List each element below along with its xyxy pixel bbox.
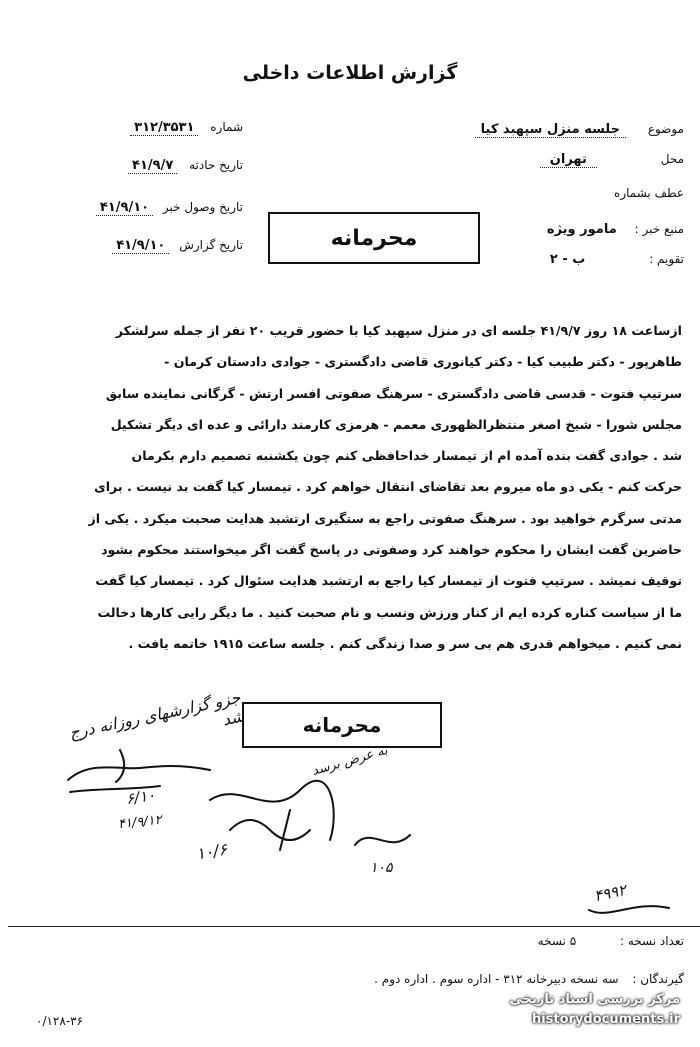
recipients-value: سه نسخه دبیرخانه ۳۱۲ - اداره سوم . اداره دوم . <box>374 972 619 986</box>
receipt-date-label: تاریخ وصول خبر <box>162 200 243 214</box>
classification-stamp-top: محرمانه <box>268 212 480 264</box>
receipt-date-row <box>20 200 243 216</box>
subject-value: جلسه منزل سپهبد کیا <box>475 122 626 138</box>
signature-scribble-small <box>350 820 420 860</box>
body-line: حاضرین گفت ایشان را محکوم خواهند کرد وصفوتی در پاسخ گفت اگر میخواستند محکوم بشود <box>101 542 682 558</box>
body-line: سرتیپ فتوت - قدسی قاضی دادگستری - سرهنگ صفوتی افسر ارتش - گرگانی نماینده سابق <box>105 385 682 401</box>
body-line: شد . جوادی گفت بنده آمده ام از تیمسار خداحافظی کنم چون یکشنبه تصمیم دارم بکرمان <box>131 448 682 464</box>
place-value: تهران <box>540 152 597 168</box>
body-line: ازساعت ۱۸ روز ۴۱/۹/۷ جلسه ای در منزل سپهبد کیا با حضور قریب ۲۰ نفر از جمله سرلشکر <box>115 323 682 338</box>
body-line: حرکت کنم - یکی دو ماه میروم بعد تقاضای انتقال خواهم کرد . تیمسار کیا گفت بد نیست . برای <box>94 479 682 495</box>
source-value: مامور ویژه <box>546 222 617 237</box>
evaluation-value: ب - ۲ <box>549 252 586 267</box>
place-row <box>384 152 684 168</box>
number-value: ۳۱۲/۳۵۳۱ <box>130 120 198 136</box>
number-label: شماره <box>210 120 243 134</box>
recipients-row <box>214 972 684 986</box>
receipt-date-value: ۴۱/۹/۱۰ <box>96 200 153 216</box>
body-line: نمی کنیم . میخواهم قدری هم بی سر و صدا زندگی کنم . جلسه ساعت ۱۹۱۵ خاتمه یافت . <box>128 635 682 651</box>
body-line: مجلس شورا - شیخ اصغر منتظرالظهوری معمم - هرمزی کارمند دارائی و عده ای دیگر تشکیل <box>110 416 682 432</box>
signature-scribble-left <box>60 740 220 810</box>
evaluation-label: تقویم : <box>649 252 684 266</box>
handwritten-date-3: ۱۰/۶ <box>194 839 229 864</box>
handwritten-number: ۱۰۵ <box>370 860 393 876</box>
report-date-value: ۴۱/۹/۱۰ <box>112 238 169 254</box>
classification-stamp-bottom: محرمانه <box>242 702 442 748</box>
reference-row <box>384 186 684 200</box>
handwritten-date-2: ۴۱/۹/۱۲ <box>117 812 163 833</box>
handwritten-margin-number: ۴۹۹۲ <box>592 880 628 906</box>
document-code: ۰/۱۲۸-۳۶ <box>36 1014 84 1028</box>
number-row <box>28 120 243 136</box>
reference-label: عطف بشماره <box>614 186 684 200</box>
report-date-label: تاریخ گزارش <box>179 238 243 252</box>
body-line: طاهرپور - دکتر طبیب کیا - دکتر کیانوری قاضی دادگستری - جوادی دادستان کرمان - <box>164 354 682 370</box>
footer-divider <box>8 926 700 927</box>
report-title: گزارش اطلاعات داخلی <box>242 62 458 84</box>
subject-label: موضوع <box>647 122 684 136</box>
recipients-label: گیرندگان : <box>632 972 684 986</box>
body-line: مدتی سرگرم خواهید بود . سرهنگ صفوتی راجع به ستگیری ارتشبد هدایت صحبت میکرد . یکی از <box>88 510 682 526</box>
source-label: منبع خبر : <box>634 222 684 236</box>
incident-date-label: تاریخ حادثه <box>189 158 243 172</box>
copies-value: ۵ نسخه <box>537 934 577 948</box>
incident-date-row <box>28 158 243 174</box>
body-line: ما از سیاست کناره کرده ایم از کنار ورزش ونسب و نام صحبت کنید . ما دیگر رایی کارها دخالت <box>97 604 682 620</box>
place-label: محل <box>660 152 684 166</box>
handwritten-date-1: ۶/۱۰ <box>124 786 157 808</box>
watermark-url: historydocuments.ir <box>531 1012 680 1027</box>
handwritten-note: جزو گزارشهای روزانه درج شد <box>67 687 246 743</box>
watermark-text: مرکز بررسی اسناد تاریخی <box>509 992 680 1007</box>
incident-date-value: ۴۱/۹/۷ <box>128 158 177 174</box>
subject-row <box>384 122 684 138</box>
signature-scribble-center <box>200 770 350 870</box>
copies-label: تعداد نسخه : <box>619 934 684 948</box>
handwritten-note-2: به عرض برسد <box>310 742 390 779</box>
report-body <box>18 315 682 659</box>
margin-scribble <box>584 890 674 926</box>
body-line: توقیف نمیشد . سرتیپ فتوت از تیمسار کیا راجع به ارتشبد هدایت سئوال کرد . تیمسار کیا گفت <box>95 573 682 589</box>
copies-row <box>384 934 684 948</box>
report-date-row <box>20 238 243 254</box>
